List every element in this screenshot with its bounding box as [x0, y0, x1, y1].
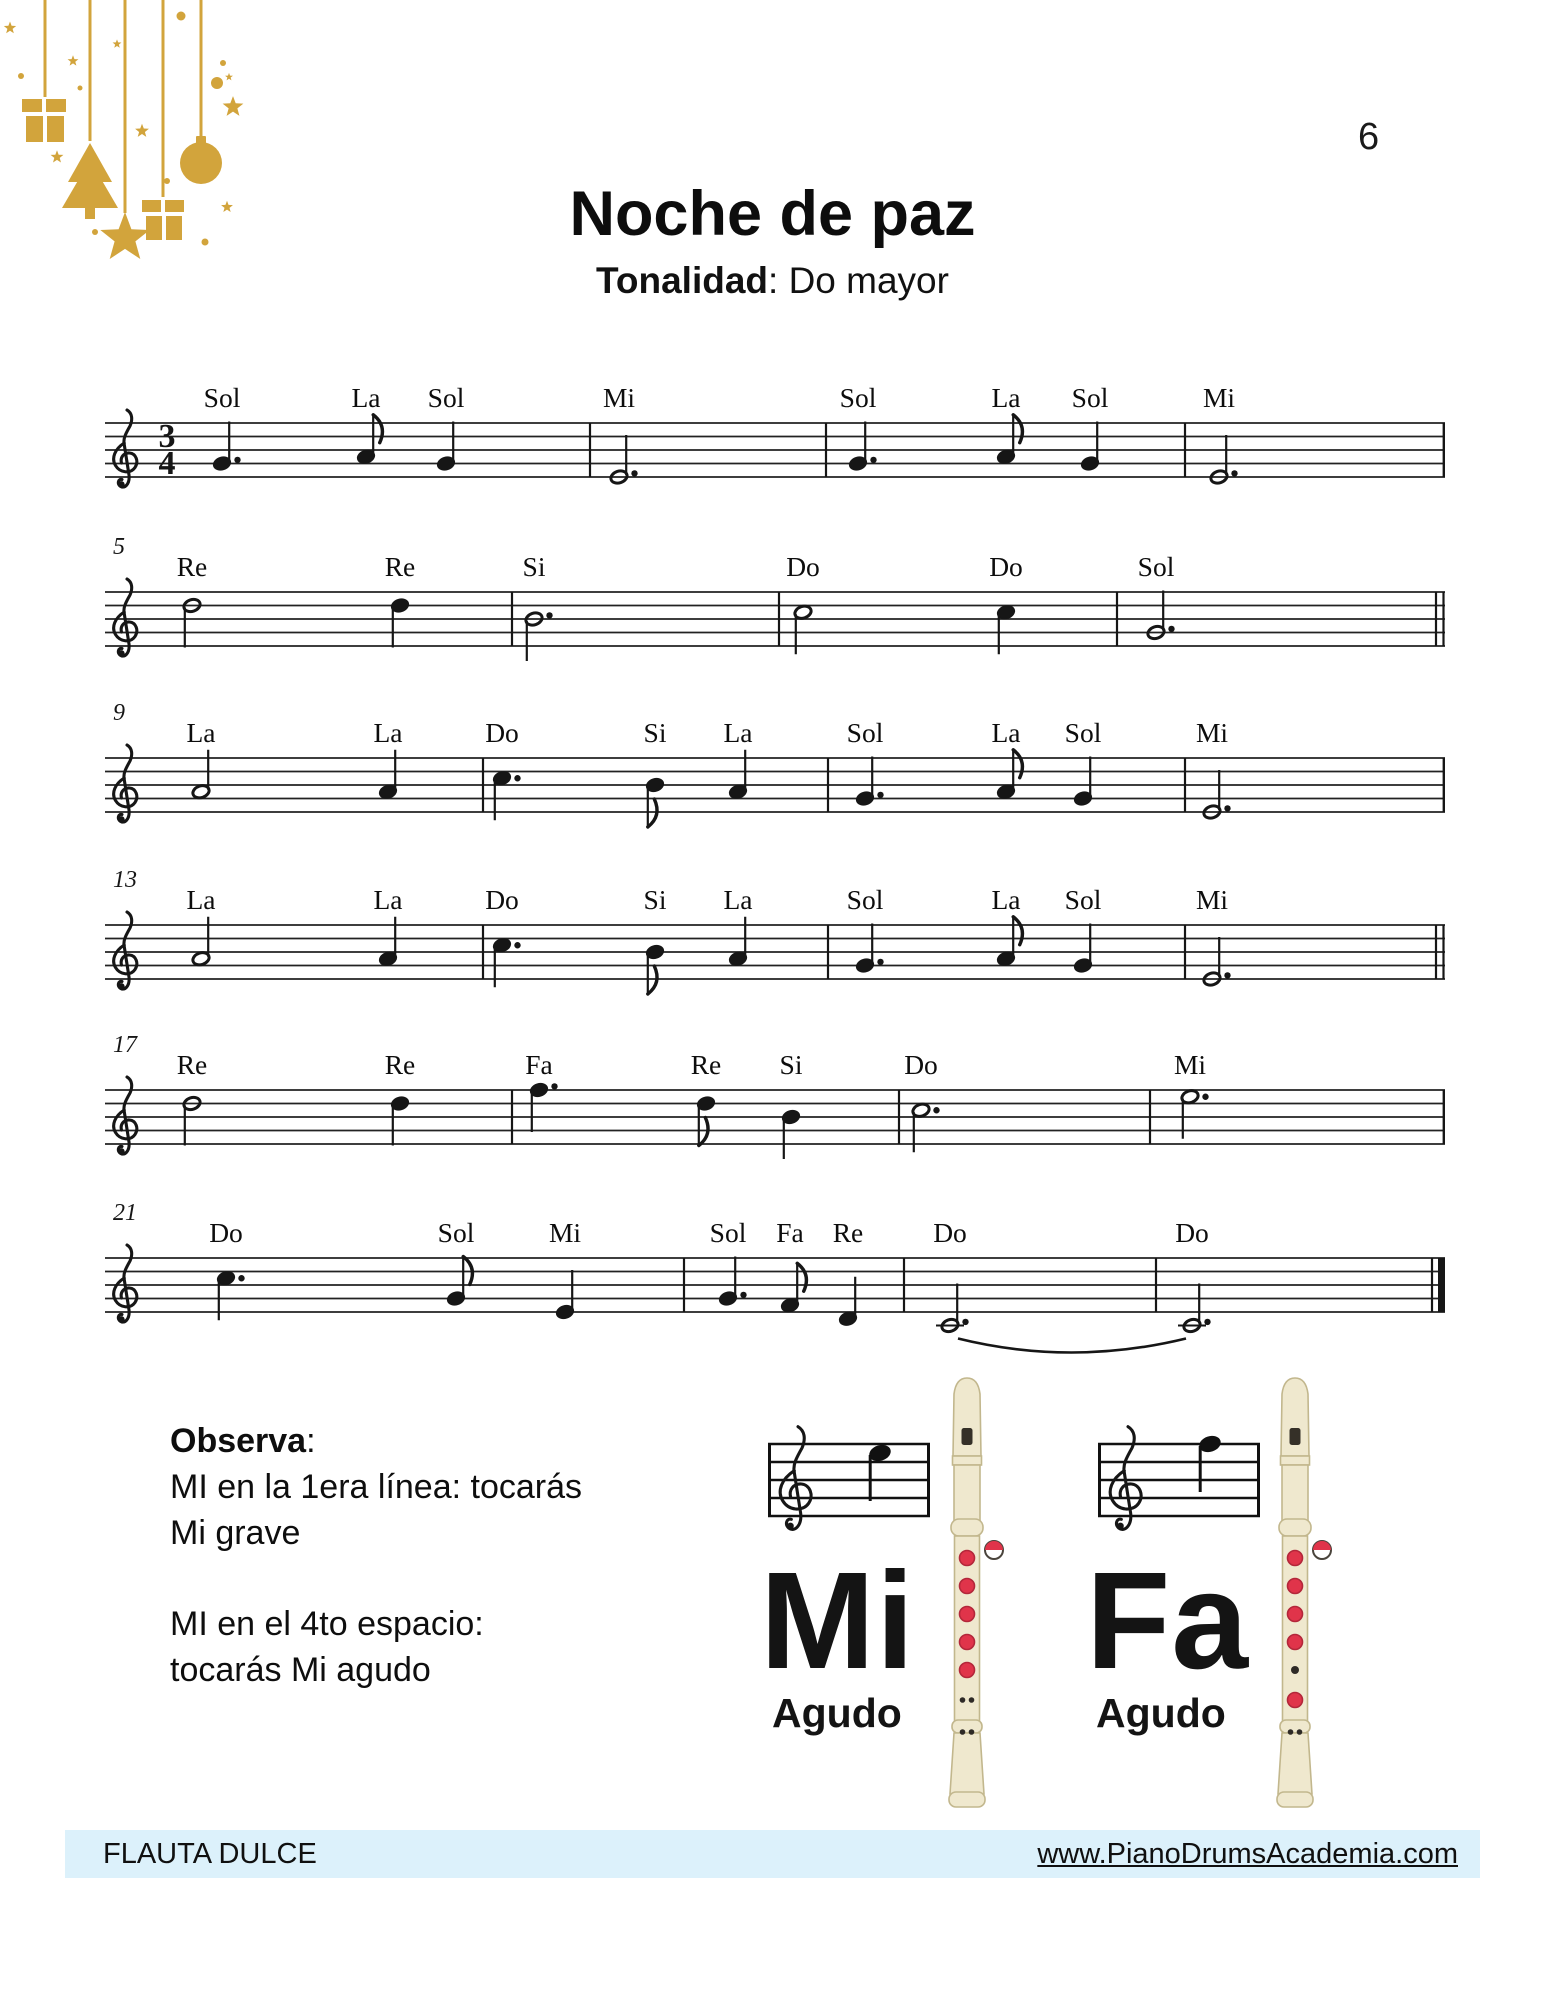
mini-staff — [1098, 1427, 1260, 1530]
note-name-label: Re — [384, 1049, 416, 1080]
note-name-label: Mi — [548, 1217, 582, 1248]
small-star-icon — [135, 124, 149, 137]
treble-clef-icon — [1110, 1427, 1141, 1530]
gift-icon — [22, 99, 66, 142]
measure-number: 17 — [113, 1032, 137, 1058]
note-name-label: La — [723, 884, 753, 915]
gold-dot — [177, 12, 186, 21]
small-star-icon — [225, 73, 233, 81]
diagram-register-mi: Agudo — [772, 1690, 902, 1736]
augmentation-dot — [870, 457, 876, 463]
note-name-label: Mi — [1202, 382, 1236, 413]
note-name-label: Si — [522, 551, 546, 582]
measure-number: 13 — [113, 867, 137, 893]
note-name-label: La — [373, 717, 403, 748]
note-name-label: Re — [832, 1217, 864, 1248]
note-name-label: Mi — [1195, 717, 1229, 748]
observa-line: MI en la 1era línea: tocarás — [170, 1468, 583, 1507]
subtitle-key-value: : Do mayor — [768, 260, 949, 301]
note-name-label: Do — [485, 717, 519, 748]
augmentation-dot — [962, 1319, 968, 1325]
note-name-label: Do — [933, 1217, 967, 1248]
gold-dot — [18, 73, 24, 79]
note-name-label: La — [723, 717, 753, 748]
hole-covered — [960, 1579, 975, 1594]
observa-line: Mi grave — [170, 1514, 301, 1553]
bauble-icon — [180, 136, 222, 184]
page-title: Noche de paz — [569, 179, 976, 249]
augmentation-dot — [877, 959, 883, 965]
note-name-label: La — [186, 717, 216, 748]
observa-note: Observa: MI en la 1era línea: tocarás Mi grave MI en el 4to espacio: tocarás Mi agudo — [170, 1418, 630, 1693]
final-barline-thick — [1438, 1258, 1445, 1312]
augmentation-dot — [234, 457, 240, 463]
staff-system — [105, 382, 1445, 488]
note-name-label: Re — [176, 1049, 208, 1080]
note-name-label: Do — [209, 1217, 243, 1248]
note-name-label: Re — [384, 551, 416, 582]
note-name-label: Sol — [846, 884, 884, 915]
note-name-label: Do — [485, 884, 519, 915]
diagram-register-fa: Agudo — [1096, 1690, 1226, 1736]
note-name-label: Sol — [1071, 382, 1109, 413]
page-subtitle — [0, 260, 1545, 302]
mini-staff — [768, 1427, 930, 1530]
note-name-label: La — [991, 717, 1021, 748]
hole-covered — [960, 1551, 975, 1566]
tie — [958, 1339, 1186, 1353]
note-name-label: Do — [904, 1049, 938, 1080]
observa-line: tocarás Mi agudo — [170, 1650, 431, 1689]
note-name-label: Si — [779, 1049, 803, 1080]
augmentation-dot — [238, 1275, 244, 1281]
subtitle-key-label: Tonalidad — [596, 260, 769, 301]
hole-covered — [960, 1663, 975, 1678]
eighth-flag — [797, 1263, 806, 1291]
staff-system — [105, 1032, 1445, 1159]
eighth-flag — [648, 966, 657, 994]
footer — [65, 1830, 1480, 1878]
augmentation-dot — [1224, 805, 1230, 811]
note-name-label: La — [991, 884, 1021, 915]
gold-dot — [220, 60, 226, 66]
note-name-label: Do — [1175, 1217, 1209, 1248]
thumb-hole-indicator — [985, 1541, 1003, 1559]
note-name-label: Sol — [846, 717, 884, 748]
small-star-icon — [51, 150, 64, 162]
thumb-hole-indicator — [1313, 1541, 1331, 1559]
augmentation-dot — [1224, 972, 1230, 978]
note-name-label: Mi — [1173, 1049, 1207, 1080]
augmentation-dot — [1231, 470, 1237, 476]
small-star-icon — [223, 96, 244, 116]
note-name-label: Re — [176, 551, 208, 582]
note-name-label: Sol — [437, 1217, 475, 1248]
hole-covered — [1288, 1579, 1303, 1594]
title-block — [0, 178, 1545, 302]
footer-instrument-label: FLAUTA DULCE — [103, 1837, 317, 1870]
augmentation-dot — [1168, 626, 1174, 632]
note-name-label: La — [991, 382, 1021, 413]
hole-covered — [1288, 1635, 1303, 1650]
note-name-label: Sol — [839, 382, 877, 413]
augmentation-dot — [877, 792, 883, 798]
staff-system — [105, 1200, 1445, 1353]
note-name-label: Do — [989, 551, 1023, 582]
note-name-label: Sol — [203, 382, 241, 413]
hole-covered — [960, 1635, 975, 1650]
time-signature-top: 3 — [158, 418, 176, 455]
treble-clef-icon — [780, 1427, 811, 1530]
augmentation-dot — [1204, 1319, 1210, 1325]
score — [0, 380, 1545, 1400]
recorder-joint — [951, 1519, 983, 1536]
diagram-note-name-fa: Fa — [1086, 1544, 1250, 1698]
note-name-label: Do — [786, 551, 820, 582]
note-name-label: La — [351, 382, 381, 413]
measure-number: 9 — [113, 700, 125, 726]
note-name-label: Sol — [1064, 884, 1102, 915]
observa-heading: Observa — [170, 1422, 307, 1460]
hole-covered — [1288, 1693, 1303, 1708]
small-star-icon — [4, 22, 16, 34]
augmentation-dot — [1202, 1094, 1208, 1100]
note-name-label: Si — [643, 884, 667, 915]
hole-covered — [1288, 1551, 1303, 1566]
augmentation-dot — [551, 1083, 557, 1089]
recorder-fingering-diagram — [1277, 1378, 1331, 1807]
time-signature-bottom: 4 — [158, 445, 176, 482]
gold-dot — [211, 77, 223, 89]
note-name-label: Sol — [1064, 717, 1102, 748]
note-name-label: Mi — [602, 382, 636, 413]
eighth-flag — [1013, 750, 1022, 778]
hole-covered — [960, 1607, 975, 1622]
footer-website-link[interactable]: www.PianoDrumsAcademia.com — [1037, 1837, 1458, 1870]
small-star-icon — [68, 55, 79, 65]
eighth-flag — [699, 1118, 708, 1146]
note-name-label: Fa — [525, 1049, 553, 1080]
note-name-label: Sol — [1137, 551, 1175, 582]
staff-system — [105, 867, 1445, 994]
eighth-flag — [463, 1257, 472, 1285]
augmentation-dot — [514, 775, 520, 781]
augmentation-dot — [740, 1292, 746, 1298]
gold-dot — [78, 86, 83, 91]
augmentation-dot — [546, 612, 552, 618]
recorder-fingering-diagram — [949, 1378, 1003, 1807]
observa-line: MI en el 4to espacio: — [170, 1604, 484, 1643]
note-name-label: Mi — [1195, 884, 1229, 915]
diagram-note-name-mi: Mi — [760, 1544, 916, 1698]
recorder-joint — [1279, 1519, 1311, 1536]
eighth-flag — [373, 415, 382, 443]
recorder-foot-joint — [1280, 1720, 1310, 1733]
staff-system — [105, 534, 1445, 661]
hole-open — [1291, 1666, 1299, 1674]
note-name-label: La — [186, 884, 216, 915]
page-number: 6 — [1358, 116, 1380, 158]
recorder-foot-joint — [952, 1720, 982, 1733]
hole-covered — [1288, 1607, 1303, 1622]
eighth-flag — [1013, 415, 1022, 443]
augmentation-dot — [631, 470, 637, 476]
note-name-label: Si — [643, 717, 667, 748]
augmentation-dot — [933, 1107, 939, 1113]
eighth-flag — [648, 799, 657, 827]
measure-number: 5 — [113, 534, 125, 560]
note-name-label: Fa — [776, 1217, 804, 1248]
note-name-label: Re — [690, 1049, 722, 1080]
augmentation-dot — [514, 942, 520, 948]
recorder-window — [1290, 1428, 1301, 1445]
note-name-label: La — [373, 884, 403, 915]
eighth-flag — [1013, 917, 1022, 945]
note-name-label: Sol — [709, 1217, 747, 1248]
recorder-window — [962, 1428, 973, 1445]
measure-number: 21 — [113, 1200, 137, 1226]
small-star-icon — [113, 39, 122, 47]
staff-system — [105, 700, 1445, 827]
note-name-label: Sol — [427, 382, 465, 413]
